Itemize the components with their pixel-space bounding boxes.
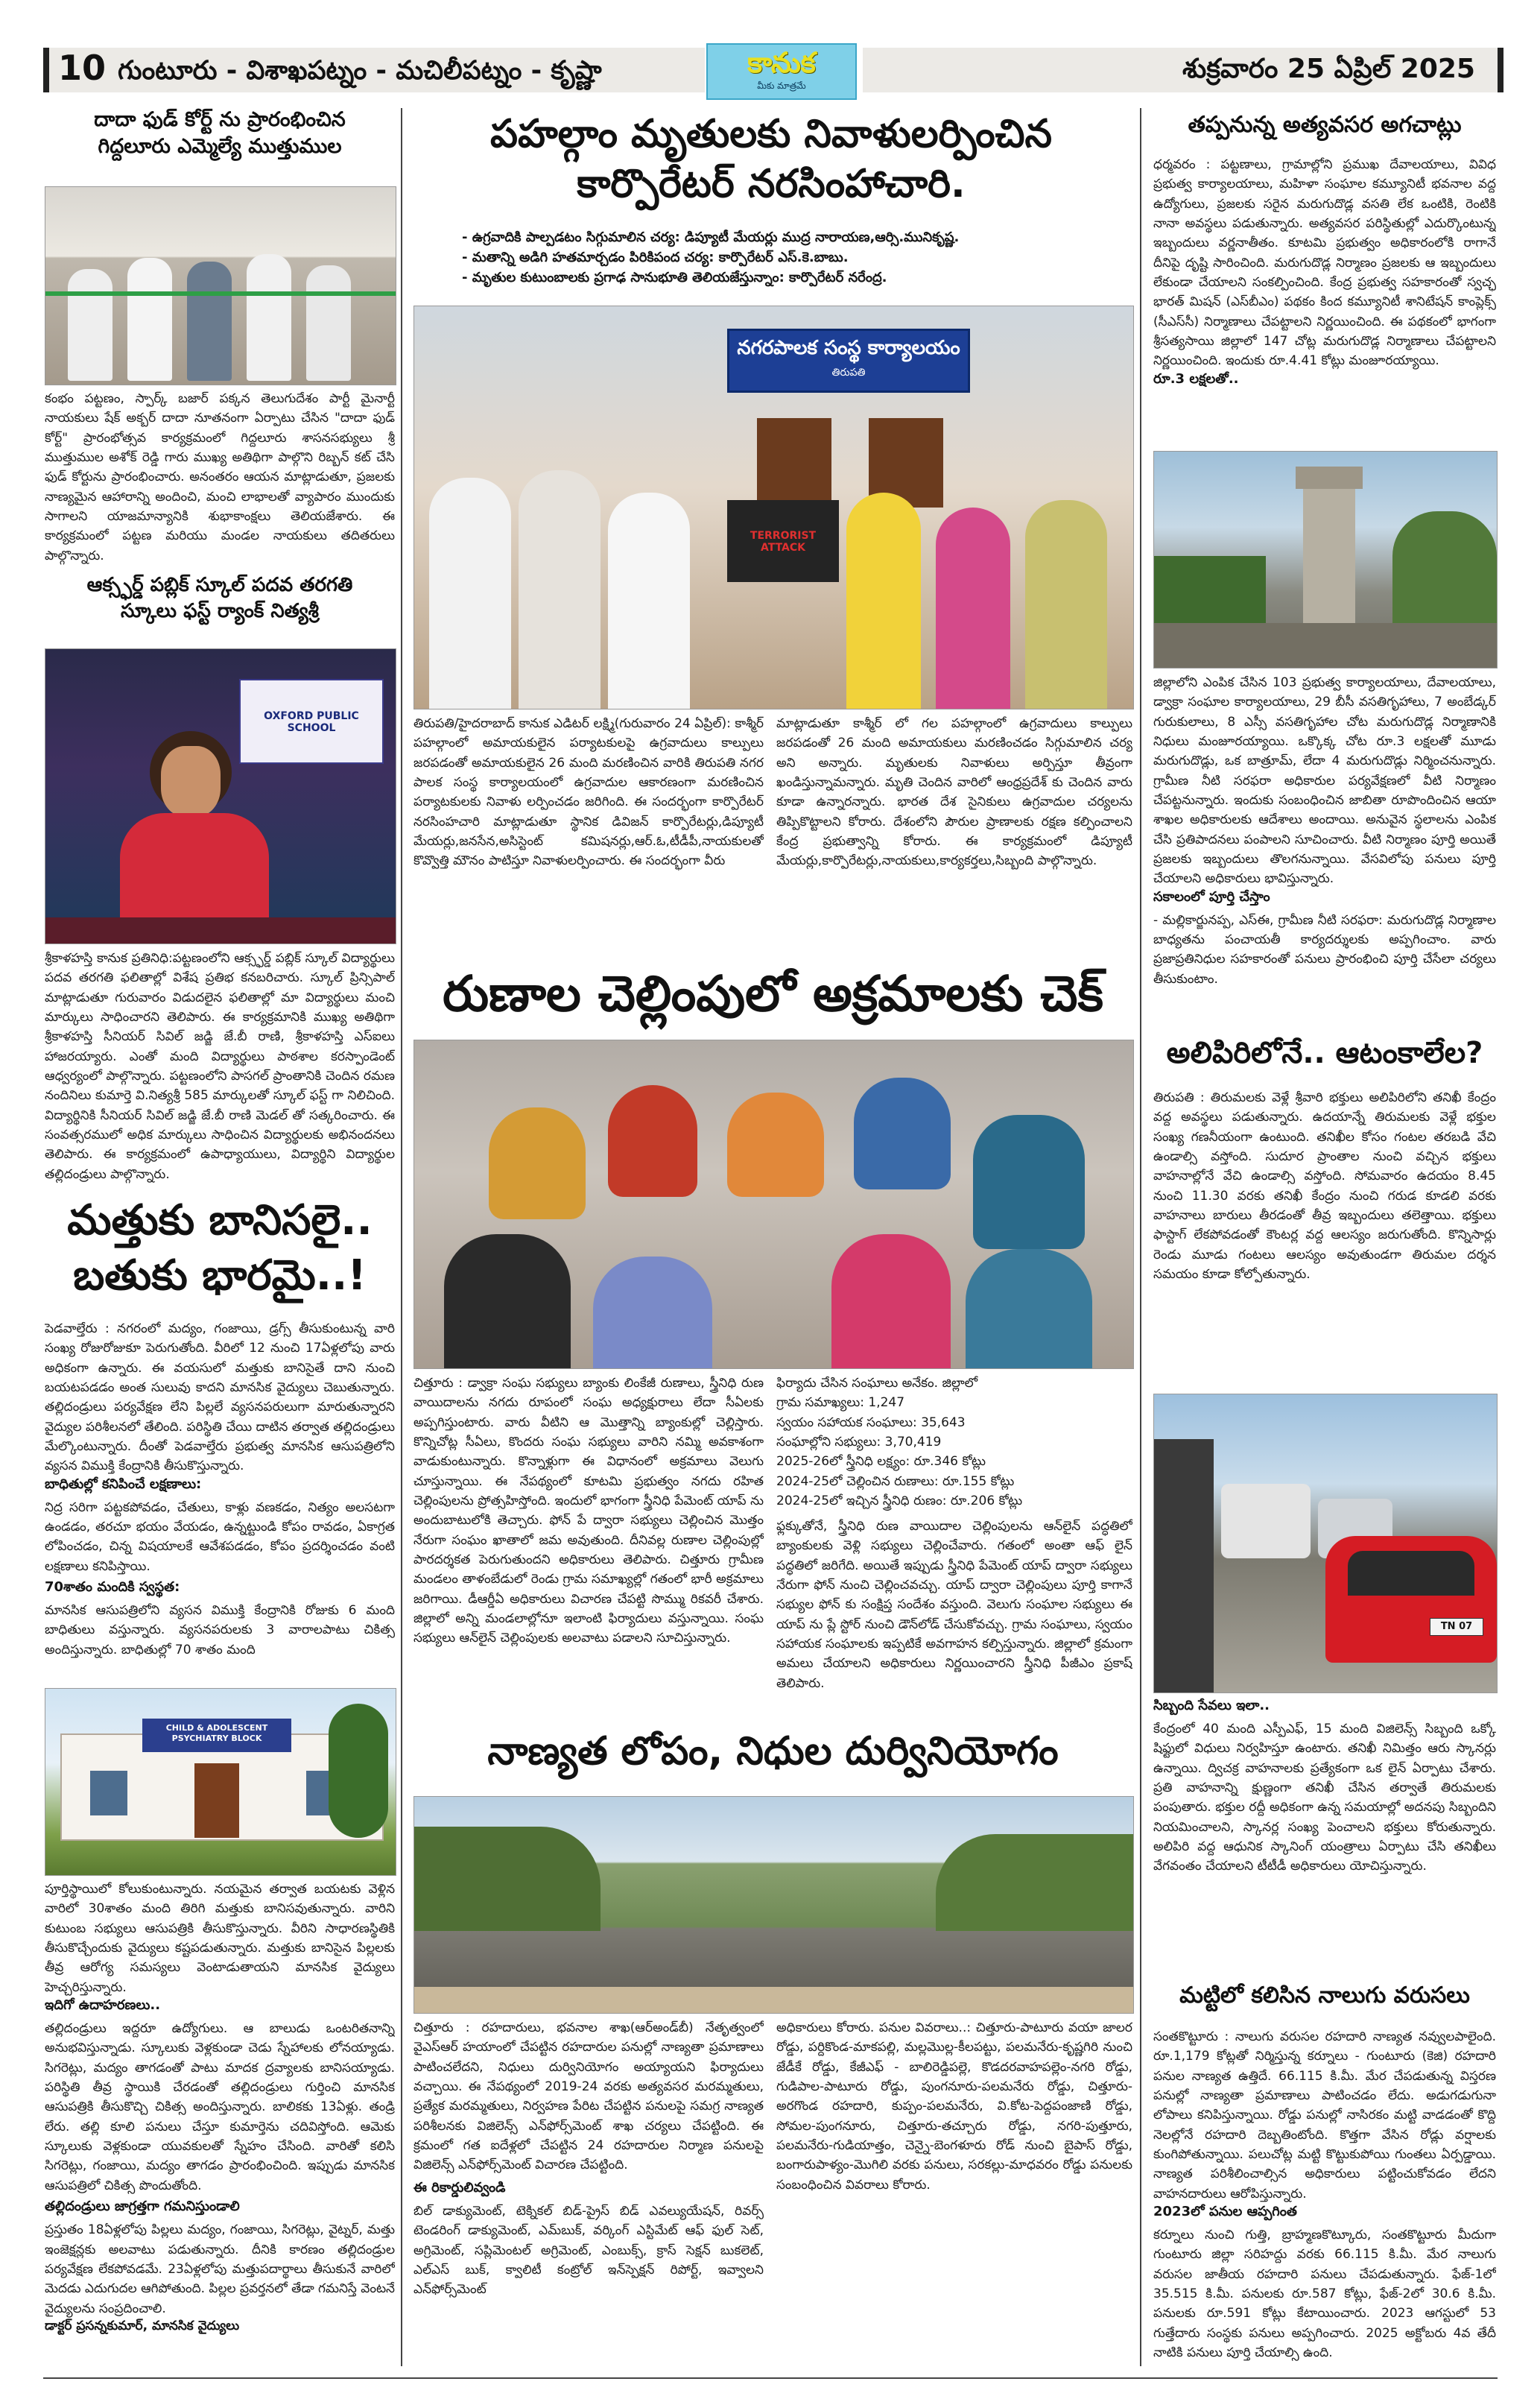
records-list: బిల్ డాక్యుమెంట్, టెక్నికల్ బిడ్-ప్రైస్ బిడ్ ఎవల్యుయేషన్, రివర్స్ టెండరింగ్ డాక్యుమెంట్, ఎమ్‌బుక్, వర్కింగ్ ఎస్టిమేట్ ఆఫ్ ఫుల్ సెట్, అగ్రిమెంట్, సప్లిమెంటల్ అగ్రిమెంట్, ఎంబుక్స్, క్రాస్ సెక్షన్ బుకలెట్, ఎల్‌ఎస్ బుక్, క్వాలిటీ కంట్రోల్ ఇన్‌స్పెక్షన్ రిపోర్ట్, ఇవ్వాలని ఎన్‌ఫోర్స్‌మెంట్ (413, 2204, 764, 2298)
right-story-3 (1153, 1982, 1496, 2008)
left-story-3-headline-1: మత్తుకు బానిసలై.. (67, 1196, 373, 1245)
center-story-3-body-right: అధికారులు కోరారు. పనుల వివరాలు..: చిత్తూరు-పాటూరు వయా జాలర రోడ్డు, పర్దికొండ-మాకపల్లి, మల్లమొల్ల-కీలపట్టు, పలమనేరు-కృష్ణగిరి నుంచి జేడీకే రోడ్డు, కేజీఎఫ్ - బాలిరెడ్డిపల్లె, కొడదరవాహపల్లెం-నగరి రోడ్డు, గుడిపాల-పాటూరు రోడ్డు, పుంగనూరు-పలమనేరు రోడ్డు, చిత్తూరు-అరగొండ రహదారి, కుప్పం-పలమనేరు, వి.కోట-పెద్దపంజాణి రోడ్డు, సోమల-పుంగనూరు, చిత్తూరు-తచ్చూరు రోడ్డు, నగరి-పుత్తూరు, పలమనేరు-గుడియాత్తం, చెన్నై-బెంగళూరు రోడ్ నుంచి బైపాస్ రోడ్డు, బంగారుపాళ్యం-మొగిలి వరకు పనులు, సరకల్లు-మాధవరం రోడ్డు పనులకు సంబంధించిన వివరాలు కోరారు. (776, 2020, 1132, 2193)
edition-line: గుంటూరు - విశాఖపట్నం - మచిలీపట్నం - కృష్ణా (118, 56, 602, 86)
stat-shg: స్వయం సహాయక సంఘాలు: 35,643 (776, 1415, 966, 1430)
right-story-2-text-b (1153, 1698, 1496, 1973)
date-line: శుక్రవారం 25 ఏప్రిల్ 2025 (1182, 54, 1475, 84)
left-story-3-text-a (45, 1319, 395, 1681)
center-story-3-body-left: చిత్తూరు : రహదారులు, భవనాల శాఖ(ఆర్‌అండ్‌బీ) నేతృత్వంలో వైఎస్ఆర్ హయాంలో చేపట్టిన రహదారుల పనుల్లో నాణ్యతా ప్రమాణాలు పాటించలేదని, నిధులు దుర్వినియోగం అయ్యాయని ఫిర్యాదులు వచ్చాయి. ఈ నేపథ్యంలో 2019-24 వరకు అత్యవసర మరమ్మతులు, ప్రత్యేక మరమ్మతులు, నిర్వహణ పేరిట చేపట్టిన పనులపై సమగ్ర నాణ్యత పరిశీలనకు విజిలెన్స్ ఎన్‌ఫోర్స్‌మెంట్ శాఖ చర్యలు చేపట్టింది. ఈ క్రమంలో గత ఐదేళ్లలో చేపట్టిన 24 రహదారుల నిర్మాణ పనులపై విజిలెన్స్ ఎన్‌ఫోర్స్‌మెంట్ విచారణ చేపట్టింది. (413, 2020, 764, 2173)
vehicles-photo (1153, 1394, 1498, 1693)
logo-text: కానుక (747, 46, 816, 79)
right-story-3-sub: 2023లో పనుల ఆప్పగింత (1153, 2204, 1297, 2220)
logo-subtext: మీకు మాత్రమే (757, 80, 806, 91)
center-story-1-body-left: తిరుపతి/హైదరాబాద్ కానుక ఎడిటర్ లక్ష్మి(గురువారం 24 ఏప్రిల్): కాశ్మీర్ పహల్గాంలో అమాయకులైన పర్యాటకులపై ఉగ్రవాదులు కాల్పులు జరపడంతో అమాయకులైన 26 మంది మరణించిన వారికి తిరుపతి నగర పాలక సంస్థ కార్యాలయంలో ఉగ్రవాదుల ఆకారణంగా మరణించిన పర్యాటకులకు నివాళు లర్పించడం జరిగింది. ఈ సందర్భంగా కార్పొరేటర్ నరసింహచారి మాట్లాడుతూ స్థానిక డివిజన్ కార్పొరేటర్లు,డిప్యూటీ మేయర్లు,జనసేన,అసిస్టెంట్ కమిషనర్లు,ఆర్.ఓ,టీడీపీ,నాయకులతో కొవ్వొత్తి మౌనం పాటిస్తూ నివాళులర్పించారు. ఈ సందర్భంగా వీరు (413, 716, 764, 869)
left-story-3 (45, 1196, 395, 1300)
right-story-3-body-b: కర్నూలు నుంచి గుత్తి, బ్రాహ్మణకొట్కూరు, సంతకొట్టూరు మీదుగా గుంటూరు జిల్లా సరిహద్దు వరకు 66.115 కి.మీ. మేర నాలుగు వరుసల జాతీయ రహదారి పనులు చేపడుతున్నారు. ఫేజ్-1లో 35.515 కి.మీ. పనులకు రూ.587 కోట్లు, ఫేజ్-2లో 30.6 కి.మీ. పనులకు రూ.591 కోట్లు కేటాయించారు. 2023 ఆగస్టులో 53 గుత్తేదారు సంస్థకు పనులు అప్పగించారు. 2025 అక్టోబరు 4వ తేదీ నాటికి పనులు పూర్తి చేయాల్సి ఉంది. (1153, 2228, 1496, 2361)
center-story-1-headline-2: కార్పొరేటర్ నరసింహాచారి. (577, 162, 966, 207)
stat-loans: 2024-25లో ఇచ్చిన స్త్రీనిధి రుణం: రూ.206 కోట్లు (776, 1494, 1023, 1509)
records-subhead: ఈ రికార్డులివ్వండి (413, 2180, 506, 2196)
protest-photo (413, 306, 1134, 709)
left-story-3-sub-1: బాధితుల్లో కనిపించే లక్షణాలు: (45, 1476, 202, 1492)
office-sign-subtext: తిరుపతి (831, 367, 866, 379)
right-story-1-text-a (1153, 155, 1496, 468)
right-story-1-body-c: - మల్లికార్జునప్ప, ఎస్‌ఈ, గ్రామీణ నీటి సరఫరా: మరుగుదొడ్ల నిర్మాణాల బాధ్యతను పంచాయతీ కార్యదర్శులకు అప్పగించాం. వారు ప్రజాప్రతినిధుల సహకారంతో పనులు ప్రారంభించి పూర్తి చేసేలా చర్యలు తీసుకుంటాం. (1153, 912, 1496, 987)
school-banner-text: OXFORD PUBLIC SCHOOL (264, 710, 359, 734)
hospital-board-text: CHILD & ADOLESCENT PSYCHIATRY BLOCK (165, 1723, 268, 1744)
right-story-1-sub-1: రూ.3 లక్షలతో.. (1153, 370, 1239, 387)
column-rule-left (401, 108, 402, 2366)
center-story-2-body-left: చిత్తూరు : డ్వాక్రా సంఘ సభ్యులు బ్యాంకు లింకేజీ రుణాలు, స్త్రీనిధి రుణ వాయిదాలను నగదు రూపంలో సంఘ అధ్యక్షురాలు లేదా సీఏలకు అప్పగిస్తుంటారు. వారు వీటిని ఆ మొత్తాన్ని బ్యాంకుల్లో చెల్లిస్తారు. కొన్నిచోట్ల సీఏలు, కొందరు సంఘ సభ్యులు వారిని నమ్మి అవకాశంగా వాడుకుంటున్నారు. కొన్నాళ్లుగా ఈ విధానంలో అక్రమాలు వెలుగు చూస్తున్నాయి. ఈ నేపథ్యంలో కూటమి ప్రభుత్వం నగదు రహిత చెల్లింపులను ప్రోత్సహిస్తోంది. ఇందులో భాగంగా స్త్రీనిధి పేమెంట్ యాప్ ను అందుబాటులోకి తెచ్చారు. ఫోన్ పే ద్వారా సభ్యులు చెల్లించిన మొత్తం నేరుగా సంఘం ఖాతాలో జమ అవుతుంది. దీనివల్ల రుణాల చెల్లింపుల్లో పారదర్శకత పెరుగుతుందని అధికారులు తెలిపారు. చిత్తూరు గ్రామీణ మండలం తాళంబేడులో రెండు గ్రామ సమాఖ్యల్లో గతంలో భారీ అక్రమాలు జరిగాయి. డీఆర్డీఏ అధికారులు విచారణ చేపట్టి సొమ్ము రికవరీ చేశారు. జిల్లాలో అన్ని మండలాల్లోనూ ఇలాంటి ఫిర్యాదులు వస్తున్నాయి. సంఘ సభ్యులు ఆన్‌లైన్ చెల్లింపులకు అలవాటు పడాలని సూచిస్తున్నారు. (413, 1376, 764, 1646)
column-rule-right (1140, 108, 1141, 2366)
left-story-1-headline-2: గిద్దలూరు ఎమ్మెల్యే ముత్తుముల (98, 134, 342, 158)
bottom-rule (43, 2377, 1498, 2379)
center-story-1-body-right: మాట్లాడుతూ కాశ్మీర్ లో గల పహల్గాంలో ఉగ్రవాదులు కాల్పులు జరపడంతో 26 మంది అమాయకులు మరణించడం సిగ్గుమాలిన చర్య అని అన్నారు. మృతులకు నివాళులు అర్పిస్తూ తీవ్రంగా ఖండిస్తున్నామన్నారు. మృతి చెందిన వారిలో ఆంధ్రప్రదేశ్ కు చెందిన వారు కూడా ఉన్నారన్నారు. భారత దేశ సైనికులు ఉగ్రవాదుల చర్యలను తిప్పికొట్టాలని కోరారు. దేశంలోని పౌరుల ప్రాణాలకు రక్షణ కల్పించాలని కేంద్ర ప్రభుత్వాన్ని కోరారు. ఈ కార్యక్రమంలో డిప్యూటీ మేయర్లు,కార్పొరేటర్లు,నాయకులు,కార్యకర్తలు,సిబ్బంది పాల్గొన్నారు. (776, 716, 1132, 869)
left-story-1-headline-1: దాదా ఫుడ్ కోర్ట్ ను ప్రారంభించిన (94, 108, 346, 131)
stat-members: సంఘాల్లోని సభ్యులు: 3,70,419 (776, 1435, 942, 1450)
office-sign-text: నగరపాలక సంస్థ కార్యాలయం (737, 337, 960, 359)
student-photo (45, 648, 396, 944)
center-story-1-bullets (462, 227, 1132, 288)
road-photo (413, 1796, 1134, 2014)
right-story-3-headline: మట్టిలో కలిసిన నాలుగు వరుసలు (1179, 1982, 1470, 2008)
protest-banner-text: TERRORIST ATTACK (750, 530, 817, 554)
left-story-2 (45, 574, 395, 622)
hospital-board (142, 1719, 291, 1752)
left-story-3-sub-2: 70శాతం మందికి స్వస్థత: (45, 1579, 180, 1596)
food-court-photo (45, 186, 396, 385)
left-story-2-headline-2: స్కూలు ఫస్ట్ ర్యాంక్ నిత్యశ్రీ (121, 599, 319, 622)
left-story-3-headline-2: బతుకు భారమై..! (73, 1251, 367, 1300)
right-story-2-body-a: తిరుపతి : తిరుమలకు వెళ్లే శ్రీవారి భక్తులు అలిపిరిలోని తనిఖీ కేంద్రం వద్ద అవస్థలు పడుతున్నారు. ఉదయాన్నే తిరుమలకు వెళ్లే భక్తుల సంఖ్య గణనీయంగా ఉంటుంది. తనిఖీల కోసం గంటల తరబడి వేచి ఉండాల్సి వస్తోంది. సుదూర ప్రాంతాల నుంచి వచ్చిన భక్తులు వాహనాల్లోనే వేచి ఉండాల్సి వస్తోంది. సోమవారం ఉదయం 8.45 నుంచి 11.30 వరకు తనిఖీ కేంద్రం నుంచి గరుడ కూడలి వరకు వాహనాలు బారులు తీరడంతో తీవ్ర ఇబ్బందులు తలెత్తాయి. భక్తులు ఫాస్టాగ్ లేకపోవడంతో కౌంటర్ల వద్ద ఆలస్యం జరుగుతోంది. కొన్నిసార్లు రెండు మూడు గంటలు ఆలస్యం అవుతుండగా తిరుమల దర్శన సమయం కూడా కోల్పోతున్నారు. (1153, 1090, 1496, 1283)
stat-village-orgs: గ్రామ సమాఖ్యలు: 1,247 (776, 1395, 905, 1411)
hospital-photo (45, 1688, 396, 1876)
number-plate (1430, 1618, 1483, 1636)
right-story-1-body-a: ధర్మవరం : పట్టణాలు, గ్రామాల్లోని ప్రముఖ దేవాలయాలు, వివిధ ప్రభుత్వ కార్యాలయాలు, మహిళా సంఘాల కమ్యూనిటీ భవనాల వద్ద ఉద్యోగులు, ప్రజలకు సరైన మరుగుదొడ్ల వసతి లేక ఒంటికి, రెంటికి నానా అవస్థలు పడుతున్నారు. అత్యవసర పరిస్థితుల్లో ఎదుర్కొంటున్న ఇబ్బందులు వర్ణనాతీతం. కూటమి ప్రభుత్వం అధికారంలోకి రాగానే దీనిపై దృష్టి సారించింది. మరుగుదొడ్ల నిర్మాణం ప్రజలకు ఆ ఇబ్బందులు లేకుండా చేయాలని సంకల్పించింది. కేంద్ర ప్రభుత్వ సహకారంతో స్వచ్ఛ భారత్ మిషన్ (ఎస్‌బీఎం) పథకం కింద కమ్యూనిటీ శానిటేషన్ కాంప్లెక్స్ (సీఎస్‌సీ) నిర్మాణాలు చేపట్టాలని నిర్ణయించింది. ఈ పథకంలో భాగంగా శ్రీసత్యసాయి జిల్లాలో 147 చోట్ల మరుగుదొడ్ల నిర్మాణాలు చేపట్టాలని నిర్ణయించింది. ఇందుకు రూ.4.41 కోట్లు మంజూరయ్యాయి. (1153, 157, 1496, 369)
stat-paid: 2024-25లో చెల్లించిన రుణాలు: రూ.155 కోట్లు (776, 1473, 1015, 1489)
left-story-3-body-b: నిద్ర సరిగా పట్టకపోవడం, చేతులు, కాళ్లు వణకడం, నిత్యం అలసటగా ఉండడం, తరచూ భయం వేయడం, ఉన్నట్టుండి కోపం రావడం, ఏకాగ్రత లోపించడం, చిన్న విషయాలకే ఆవేశపడడం, కోపం ప్రదర్శించడం వంటి లక్షణాలు కనిపిస్తాయి. (45, 1499, 395, 1574)
center-story-1-headline-1: పహల్గాం మృతులకు నివాళులర్పించిన (490, 112, 1052, 157)
right-story-2 (1153, 1036, 1496, 1071)
left-story-2-headline-1: ఆక్స్ఫర్డ్ పబ్లిక్ స్కూల్ పదవ తరగతి (86, 574, 353, 596)
left-story-3-sub-4: తల్లిదండ్రులు జాగ్రత్తగా గమనిస్తుండాలి (45, 2199, 240, 2215)
left-story-2-body: శ్రీకాళహస్తి కానుక ప్రతినిధి:పట్టణంలోని ఆక్స్ఫర్డ్ పబ్లిక్ స్కూల్ విద్యార్థులు పదవ తరగతి ఫలితాల్లో విశేష ప్రతిభ కనబరిచారు. స్కూల్ ప్రిన్సిపాల్ మాట్లాడుతూ గురువారం విడుదలైన ఫలితాల్లో మా విద్యార్థులు మంచి మార్కులు సాధించారని తెలిపారు. ఈ కార్యక్రమానికి ముఖ్య అతిథిగా శ్రీకాళహస్తి సీనియర్ సివిల్ జడ్జి జే.బీ రాణి, శ్రీకాళహస్తి ఎస్ఐలు హాజరయ్యారు. ఎంతో మంది విద్యార్థులు పాఠశాల కరస్పాండెంట్ ఆధ్వర్యంలో పాల్గొన్నారు. పట్టణంలోని పాసగల్ ప్రాంతానికి చెందిన రమణ నందినిలు కుమార్తె వి.నిత్యశ్రీ 585 మార్కులతో స్కూల్ ఫస్ట్ గా నిలిచింది. విద్యార్థినికి సీనియర్ సివిల్ జడ్జి జే.బీ రాణి మెడల్ తో సత్కరించారు. ఈ సంవత్సరములో అధిక మార్కులు సాధించిన విద్యార్థులకు అభినందనలు తెలిపారు. ఈ కార్యక్రమంలో ఉపాధ్యాయులు, విద్యార్థిని విద్యార్థుల తల్లిదండ్రులు పాల్గొన్నారు. (45, 951, 395, 1182)
left-story-1-body: కంభం పట్టణం, స్పార్క్ బజార్ పక్కన తెలుగుదేశం పార్టీ మైనార్టీ నాయకులు షేక్ అక్బర్ దాదా నూతనంగా ఏర్పాటు చేసిన "దాదా ఫుడ్ కోర్ట్" ప్రారంభోత్సవ కార్యక్రమంలో గిద్దలూరు శాసనసభ్యులు శ్రీ ముత్తుముల అశోక్ రెడ్డి గారు ముఖ్య అతిథిగా పాల్గొని రిబ్బన్ కట్ చేసి ఫుడ్ కోర్టును ప్రారంభించారు. అనంతరం ఆయన మాట్లాడుతూ, ప్రజలకు నాణ్యమైన ఆహారాన్ని అందించి, మంచి లాభాలతో వ్యాపారం ముందుకు సాగాలని యాజమాన్యానికి శుభాకాంక్షలు తెలియజేశారు. ఈ కార్యక్రమంలో పట్టణ మరియు మండల నాయకులు తదితరులు పాల్గొన్నారు. (45, 391, 395, 563)
left-story-3-text-b (45, 1880, 395, 2375)
left-story-3-sub-3: ఇదిగో ఉదాహరణలు.. (45, 1997, 161, 2014)
masthead (43, 43, 1498, 97)
left-story-3-body-f: ప్రస్తుతం 18ఏళ్లలోపు పిల్లలు మద్యం, గంజాయి, సిగరెట్లు, వైట్నర్, మత్తు ఇంజెక్షన్లకు అలవాటు పడుతున్నారు. దీనికి కారణం తల్లిదండ్రుల పర్యవేక్షణ లేకపోవడమే. 23ఏళ్లలోపు మత్తుపదార్థాలు తీసుకునే వారిలో మెదడు ఎదుగుదల ఆగిపోతుంది. పిల్లల ప్రవర్తనలో తేడా గమనిస్తే వెంటనే వైద్యులను సంప్రదించాలి. (45, 2222, 395, 2316)
right-story-1 (1153, 112, 1496, 138)
left-story-3-body-d: పూర్తిస్థాయిలో కోలుకుంటున్నారు. నయమైన తర్వాత బయటకు వెళ్లిన వారిలో 30శాతం మంది తిరిగి మత్తుకు బానిసవుతున్నారు. వారిని కుటుంబ సభ్యులు ఆసుపత్రికి తీసుకొస్తున్నారు. వీరిని సాధారణస్థితికి తీసుకొచ్చేందుకు వైద్యులు కష్టపడుతున్నారు. మత్తుకు బానిసైన పిల్లలకు తీవ్ర ఆరోగ్య సమస్యలు వెంటాడుతాయని మానసిక వైద్యులు హెచ్చరిస్తున్నారు. (45, 1882, 395, 1995)
school-banner (239, 679, 384, 764)
left-story-1 (45, 108, 395, 159)
right-story-3-body: సంతకొట్టూరు : నాలుగు వరుసల రహదారి నాణ్యత నవ్వులపాలైంది. రూ.1,179 కోట్లతో నిర్మిస్తున్న కర్నూలు - గుంటూరు (కెజి) రహదారి పనుల నాణ్యత ఉత్తిదే. 66.115 కి.మీ. మేర చేపడుతున్న విస్తరణ పనుల్లో నాణ్యతా ప్రమాణాలు పాటించడం లేదు. అడుగడుగునా లోపాలు కనిపిస్తున్నాయి. రోడ్డు పనుల్లో నాసిరకం మట్టి వాడడంతో కొద్ది నెలల్లోనే రహదారి దెబ్బతింటోంది. కొత్తగా వేసిన రోడ్లు వర్షాలకు కుంగిపోతున్నాయి. పలుచోట్ల మట్టి కొట్టుకుపోయి గుంతలు ఏర్పడ్డాయి. నాణ్యత పరిశీలించాల్సిన అధికారులు పట్టించుకోవడం లేదని వాహనదారులు ఆరోపిస్తున్నారు. (1153, 2029, 1496, 2202)
left-story-3-body-e: తల్లిదండ్రులు ఇద్దరూ ఉద్యోగులు. ఆ బాలుడు ఒంటరితనాన్ని అనుభవిస్తున్నాడు. స్కూలుకు వెళ్లకుండా చెడు స్నేహాలకు లోనయ్యాడు. సిగరెట్లు, మద్యం తాగడంతో పాటు మాదక ద్రవ్యాలకు బానిసయ్యాడు. పరిస్థితి తీవ్ర స్థాయికి చేరడంతో తల్లిదండ్రులు గుర్తించి మానసిక ఆసుపత్రికి తీసుకొచ్చి చికిత్స అందిస్తున్నారు. బాలికకు 13ఏళ్లు. తండ్రి లేరు. తల్లి కూలి పనులు చేస్తూ కుమార్తెను చదివిస్తోంది. ఆమెకు స్కూలుకు వెళ్లకుండా యువకులతో స్నేహం చేసింది. వారితో కలిసి సిగరెట్లు, గంజాయి, మద్యం తాగడం ప్రారంభించింది. ఇప్పుడు మానసిక ఆసుపత్రిలో చికిత్స పొందుతోంది. (45, 2021, 395, 2193)
stats-intro: ఫిర్యాదు చేసిన సంఘాలు అనేకం. జిల్లాలో (776, 1376, 978, 1391)
right-story-1-text-b (1153, 673, 1496, 1016)
right-story-1-body-b: జిల్లాలోని ఎంపిక చేసిన 103 ప్రభుత్వ కార్యాలయాలు, దేవాలయాలు, డ్వాక్రా సంఘాల కార్యాలయాలు, 29 బీసీ వసతిగృహాలు, 7 అంబేడ్కర్ గురుకులాలు, 8 ఎస్సీ వసతిగృహాల చోట మరుగుదొడ్ల నిర్మాణానికి నిధులు మంజూరయ్యాయి. ఒక్కొక్క చోట రూ.3 లక్షలతో మూడు మరుగుదొడ్లు, ఒక బాత్రూమ్, లేదా 4 మరుగుదొడ్లు నిర్మించనున్నారు. గ్రామీణ నీటి సరఫరా అధికారుల పర్యవేక్షణలో వీటి నిర్మాణం చేపట్టనున్నారు. ఇందుకు సంబంధించిన జాబితా రూపొందించిన ఆయా శాఖల అధికారులకు ఆదేశాలు అందాయి. అనువైన స్థలాలను ఎంపిక చేసి ప్రతిపాదనలు పంపాలని సూచించారు. వీటి నిర్మాణం పూర్తి అయితే ప్రజలకు ఇబ్బందులు తొలగనున్నాయి. వేసవిలోపు పనులు పూర్తి చేయాలని అధికారులు భావిస్తున్నారు. (1153, 675, 1496, 887)
center-bullet-2: - మతాన్ని అడిగి హతమార్చడం పిరికిపంద చర్య: కార్పొరేటర్ ఎస్.కె.బాబు. (462, 250, 849, 265)
right-story-2-headline: అలిపిరిలోనే.. ఆటంకాలేల? (1166, 1036, 1483, 1070)
left-story-3-body-a: పెడవాల్తేరు : నగరంలో మద్యం, గంజాయి, డ్రగ్స్ తీసుకుంటున్న వారి సంఖ్య రోజురోజుకూ పెరుగుతోంది. వీరిలో 12 నుంచి 17ఏళ్లలోపు వారు అధికంగా ఉన్నారు. ఈ వయసులో మత్తుకు బానిసైతే దాని నుంచి బయటపడడం అంత సులువు కాదని మానసిక వైద్యులు చెబుతున్నారు. తల్లిదండ్రులు పర్యవేక్షణ లేని పిల్లలే వ్యసనపరులుగా మారుతున్నారని వైద్యుల పరిశీలనలో తేలింది. పరిస్థితి చేయి దాటిన తర్వాత తల్లిదండ్రులు మేల్కొంటున్నారు. దీంతో పెడవాల్తేరు ప్రభుత్వ మానసిక ఆసుపత్రిలోని వ్యసన విముక్తి కేంద్రానికి తీసుకొస్తున్నారు. (45, 1321, 395, 1474)
office-sign (727, 329, 970, 393)
number-plate-text: TN 07 (1440, 1621, 1473, 1632)
center-story-2 (413, 965, 1132, 1023)
protest-banner (727, 500, 839, 582)
center-bullet-3: - మృతుల కుటుంబాలకు ప్రగాఢ సానుభూతి తెలియజేస్తున్నాం: కార్పొరేటర్ నరేంద్ర. (462, 270, 887, 285)
right-story-1-headline: తప్పనున్న అత్యవసర అగచాట్లు (1188, 112, 1462, 138)
right-story-2-body-b: కేంద్రంలో 40 మంది ఎస్పీఎఫ్, 15 మంది విజిలెన్స్ సిబ్బంది ఒక్కో షిఫ్టులో విధులు నిర్వహిస్తూ ఉంటారు. తనిఖీ నిమిత్తం ఆరు స్కానర్లు ఉన్నాయి. ద్విచక్ర వాహనాలకు ప్రత్యేకంగా ఒక లైన్ ఏర్పాటు చేశారు. ప్రతి వాహనాన్ని క్షుణ్ణంగా తనిఖీ చేసిన తర్వాతే తిరుమలకు పంపుతారు. భక్తుల రద్దీ అధికంగా ఉన్న సమయాల్లో అదనపు సిబ్బందిని నియమించాలని, స్కానర్ల సంఖ్య పెంచాలని భక్తులు కోరుతున్నారు. అలిపిరి వద్ద ఆధునిక స్కానింగ్ యంత్రాలు ఏర్పాటు చేసి తనిఖీలు వేగవంతం చేయాలని టీటీడీ అధికారులు యోచిస్తున్నారు. (1153, 1722, 1496, 1874)
page-number: 10 (58, 48, 107, 88)
logo (706, 43, 857, 100)
right-story-3-text (1153, 2027, 1496, 2375)
left-story-3-body-c: మానసిక ఆసుపత్రిలోని వ్యసన విముక్తి కేంద్రానికి రోజుకు 6 మంది బాధితులు వస్తున్నారు. వ్యసనపరులకు 3 వారాలపాటు చికిత్స అందిస్తున్నారు. బాధితుల్లో 70 శాతం మంది (45, 1603, 395, 1657)
temple-photo (1153, 451, 1498, 669)
center-story-1 (413, 112, 1129, 208)
center-story-2-stats (776, 1374, 1132, 1511)
center-story-3-records (413, 2180, 764, 2375)
center-story-2-headline: రుణాల చెల్లింపులో అక్రమాలకు చెక్ (443, 965, 1103, 1023)
right-story-2-sub: సిబ్బంది సేవలు ఇలా.. (1153, 1698, 1270, 1713)
center-story-3 (413, 1729, 1132, 1774)
left-story-3-byline: డాక్టర్ ప్రసన్నకుమార్, మానసిక వైద్యులు (45, 2318, 240, 2333)
right-story-1-sub-2: సకాలంలో పూర్తి చేస్తాం (1153, 888, 1270, 905)
stat-target: 2025-26లో స్త్రీనిధి లక్ష్యం: రూ.346 కోట్లు (776, 1454, 986, 1470)
center-story-3-headline: నాణ్యత లోపం, నిధుల దుర్వినియోగం (487, 1729, 1059, 1774)
center-bullet-1: - ఉగ్రవాదికి పాల్పడటం సిగ్గుమాలిన చర్య: డిప్యూటీ మేయర్లు ముద్ర నారాయణ,ఆర్సి.మునికృష్ణ. (462, 230, 960, 245)
center-story-2-body-right: ఫ్లక్కుతోనే, స్త్రీనిధి రుణ వాయిదాల చెల్లింపులను ఆన్‌లైన్ పద్ధతిలో బ్యాంకులకు వెళ్లి సభ్యులు చెల్లించేవారు. గతంలో అంతా ఆఫ్ లైన్ పద్ధతిలో జరిగేది. అయితే ఇప్పుడు స్త్రీనిధి పేమెంట్ యాప్ ద్వారా సభ్యులు నేరుగా ఫోన్ నుంచి చెల్లించవచ్చు. యాప్ ద్వారా చెల్లింపులు పూర్తి కాగానే సభ్యుల ఫోన్ కు సంక్షిప్త సందేశం వస్తుంది. వెలుగు సంఘాల సభ్యులు ఈ యాప్ ను ప్లే స్టోర్ నుంచి డౌన్‌లోడ్ చేసుకోవచ్చు. గ్రామ సంఘాలు, స్వయం సహాయక సంఘాలకు ఇప్పటికే అవగాహన కల్పిస్తున్నారు. జిల్లాలో క్రమంగా అమలు చేయాలని అధికారులు నిర్ణయించారని స్త్రీనిధి పీజీఎం ప్రకాష్ తెలిపారు. (776, 1519, 1132, 1691)
women-group-photo (413, 1040, 1134, 1369)
